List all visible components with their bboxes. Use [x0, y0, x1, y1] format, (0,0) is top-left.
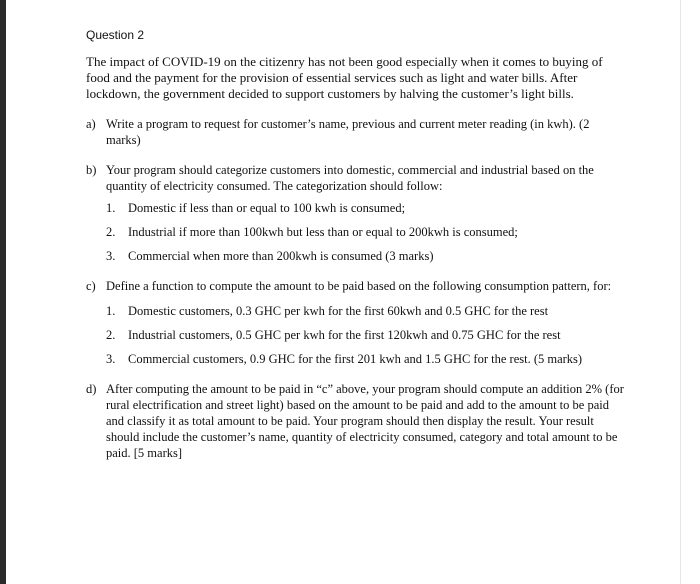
- list-item-number: 3.: [106, 249, 116, 263]
- list-item-number: 1.: [106, 304, 116, 318]
- part-c-label: c): [86, 279, 96, 293]
- list-item: [106, 327, 626, 343]
- list-item-text: Industrial if more than 100kwh but less than or equal to 200kwh is consumed;: [128, 225, 518, 239]
- list-item-text: Industrial customers, 0.5 GHC per kwh for the first 120kwh and 0.75 GHC for the rest: [128, 328, 561, 342]
- part-b: [86, 162, 626, 264]
- list-item: [106, 224, 626, 240]
- list-item-text: Commercial when more than 200kwh is consumed (3 marks): [128, 249, 434, 263]
- list-item-number: 3.: [106, 352, 116, 366]
- part-b-label: b): [86, 163, 97, 177]
- question-intro: The impact of COVID-19 on the citizenry has not been good especially when it comes to buying of food and the payment for the provision of essential services such as light and water bills. After lockdown, the government decided to support customers by halving the customer’s light bills.: [86, 54, 603, 101]
- part-a-label: a): [86, 117, 96, 131]
- part-b-text: Your program should categorize customers into domestic, commercial and industrial based on the quantity of electricity consumed. The categorization should follow:: [106, 163, 594, 193]
- part-d-label: d): [86, 382, 97, 396]
- list-item-text: Commercial customers, 0.9 GHC for the first 201 kwh and 1.5 GHC for the rest. (5 marks): [128, 352, 583, 366]
- list-item-text: Domestic if less than or equal to 100 kwh is consumed;: [128, 201, 406, 215]
- right-edge-line: [680, 0, 681, 584]
- part-d: [86, 381, 626, 461]
- part-c: [86, 278, 626, 367]
- question-title: Question 2: [86, 28, 145, 42]
- list-item-number: 2.: [106, 328, 116, 342]
- list-item: [106, 303, 626, 319]
- part-d-text: After computing the amount to be paid in “c” above, your program should compute an addition 2% (for rural electrification and street light) based on the amount to be paid and add to the amount to be paid and classify it as total amount to be paid. Your program should then display the result. Your result should include the customer’s name, quantity of electricity consumed, category and total amount to be paid. [5 marks]: [106, 382, 624, 460]
- left-edge-bar: [0, 0, 6, 584]
- list-item: [106, 248, 626, 264]
- part-c-list: [106, 303, 626, 367]
- list-item: [106, 351, 626, 367]
- part-c-text: Define a function to compute the amount to be paid based on the following consumption pattern, for:: [106, 279, 612, 293]
- part-a-text: Write a program to request for customer’s name, previous and current meter reading (in kwh). (2 marks): [106, 117, 590, 147]
- part-b-list: [106, 200, 626, 264]
- list-item: [106, 200, 626, 216]
- question-document: [86, 28, 626, 461]
- list-item-number: 2.: [106, 225, 116, 239]
- list-item-text: Domestic customers, 0.3 GHC per kwh for the first 60kwh and 0.5 GHC for the rest: [128, 304, 549, 318]
- list-item-number: 1.: [106, 201, 116, 215]
- part-a: [86, 116, 626, 148]
